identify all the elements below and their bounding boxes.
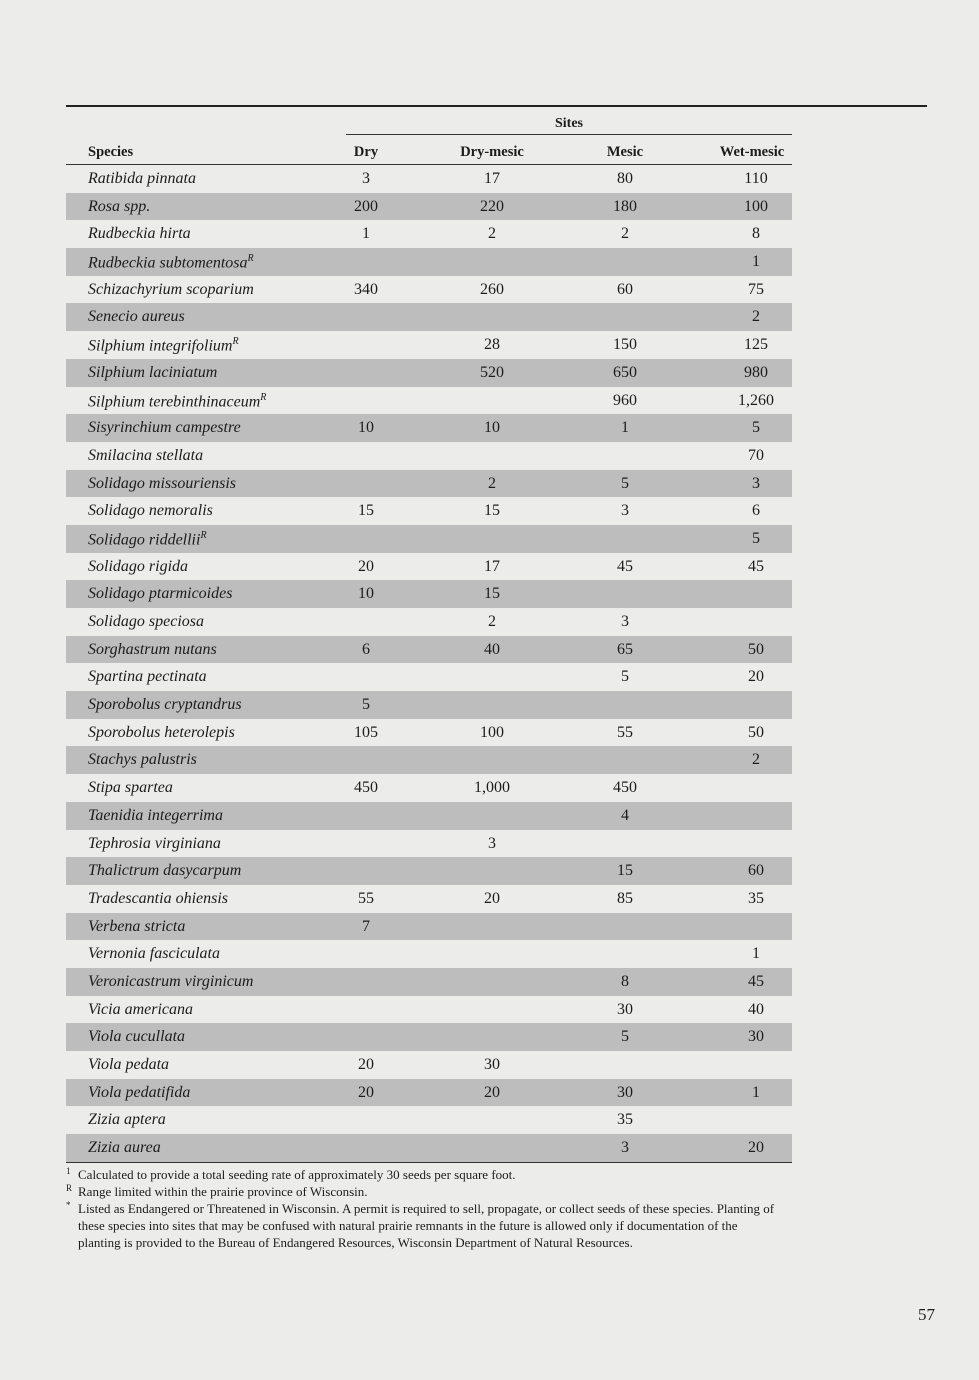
species-text: Sporobolus cryptandrus <box>88 696 242 714</box>
footnote <box>66 1200 776 1251</box>
species-name <box>88 364 217 382</box>
wet-mesic-value: 980 <box>744 363 768 381</box>
table-row <box>66 220 792 248</box>
species-text: Senecio aureus <box>88 308 185 326</box>
dry-mesic-value: 15 <box>484 502 500 520</box>
wet-mesic-value: 1 <box>752 253 760 271</box>
dry-value: 450 <box>354 779 378 797</box>
table-row <box>66 553 792 581</box>
mesic-value: 450 <box>613 779 637 797</box>
table-row <box>66 1106 792 1134</box>
table-row <box>66 248 792 276</box>
species-text: Spartina pectinata <box>88 668 207 686</box>
mesic-value: 3 <box>621 613 629 630</box>
dry-mesic-value: 2 <box>488 474 496 492</box>
mesic-value: 80 <box>617 170 633 187</box>
footnote-text: Listed as Endangered or Threatened in Wisconsin. A permit is required to sell, propagate, or collect seeds of these species. Planting of these species into sites that may be confused with natural prairie remnants in the future is allowed only if documentation of the planting is provided to the Bureau of Endangered Resources, Wisconsin Department of Natural Resources. <box>78 1201 775 1250</box>
species-name <box>88 308 185 326</box>
dry-value: 15 <box>358 502 374 520</box>
table-row <box>66 1023 792 1051</box>
dry-mesic-value: 220 <box>480 197 504 215</box>
dry-mesic-value: 20 <box>484 1083 500 1101</box>
header-mesic: Mesic <box>606 144 644 160</box>
dry-value: 20 <box>358 1083 374 1101</box>
species-text: Thalictrum dasycarpum <box>88 862 242 880</box>
footnote-text: Range limited within the prairie province of Wisconsin. <box>78 1184 368 1199</box>
table-row <box>66 996 792 1024</box>
wet-mesic-value: 8 <box>752 225 760 243</box>
dry-value: 55 <box>358 889 374 907</box>
species-name <box>88 779 173 797</box>
dry-value: 10 <box>358 585 374 603</box>
dry-mesic-value: 3 <box>488 834 496 852</box>
footnote <box>66 1183 776 1200</box>
table-row <box>66 1134 792 1162</box>
dry-value: 1 <box>362 225 370 243</box>
table-row <box>66 414 792 442</box>
species-name <box>88 890 228 908</box>
footnote-text: Calculated to provide a total seeding rate of approximately 30 seeds per square foot. <box>78 1167 516 1182</box>
table-row <box>66 913 792 941</box>
table-row <box>66 359 792 387</box>
species-text: Stachys palustris <box>88 751 197 769</box>
wet-mesic-value: 30 <box>748 1028 764 1046</box>
species-name <box>88 585 232 603</box>
wet-mesic-value: 35 <box>748 889 764 907</box>
dry-mesic-value: 2 <box>488 613 496 630</box>
species-text: Ratibida pinnata <box>88 170 196 187</box>
species-text: Zizia aurea <box>88 1139 161 1157</box>
dry-mesic-value: 30 <box>484 1056 500 1073</box>
mesic-value: 150 <box>613 336 637 354</box>
species-text: Solidago riddellii <box>88 531 201 549</box>
footnote-mark: R <box>66 1183 73 1193</box>
range-marker: R <box>260 391 267 403</box>
dry-value: 200 <box>354 197 378 215</box>
species-name <box>88 1084 190 1102</box>
species-text: Solidago rigida <box>88 557 189 575</box>
table-row <box>66 580 792 608</box>
species-text: Vernonia fasciculata <box>88 945 220 963</box>
species-name <box>88 198 150 216</box>
range-marker: R <box>200 529 207 541</box>
species-name <box>88 253 254 272</box>
table-row <box>66 276 792 304</box>
table-row <box>66 331 792 359</box>
mesic-value: 5 <box>621 1028 629 1046</box>
dry-mesic-value: 17 <box>484 170 500 187</box>
dry-mesic-value: 1,000 <box>474 779 510 797</box>
range-marker: R <box>232 336 239 348</box>
bottom-rule <box>66 1162 792 1163</box>
table-row <box>66 885 792 913</box>
header-dry-mesic: Dry-mesic <box>460 144 524 160</box>
header-species: Species <box>88 144 134 160</box>
wet-mesic-value: 50 <box>748 640 764 658</box>
wet-mesic-value: 20 <box>748 1139 764 1157</box>
species-name <box>88 613 204 631</box>
mesic-value: 1 <box>621 419 629 437</box>
wet-mesic-value: 50 <box>748 723 764 741</box>
footnote <box>66 1166 776 1183</box>
dry-mesic-value: 260 <box>480 280 504 298</box>
wet-mesic-value: 110 <box>744 170 768 187</box>
mesic-value: 180 <box>613 197 637 215</box>
dry-value: 5 <box>362 696 370 714</box>
dry-value: 6 <box>362 640 370 658</box>
mesic-value: 65 <box>617 640 633 658</box>
species-name <box>88 807 223 825</box>
table-row <box>66 303 792 331</box>
table-row <box>66 608 792 636</box>
species-name <box>88 1001 193 1019</box>
species-text: Rudbeckia hirta <box>88 225 191 243</box>
wet-mesic-value: 5 <box>752 419 760 437</box>
dry-value: 10 <box>358 419 374 437</box>
mesic-value: 3 <box>621 1139 629 1157</box>
dry-value: 20 <box>358 557 374 575</box>
wet-mesic-value: 2 <box>752 751 760 769</box>
species-name <box>88 530 207 549</box>
table-row <box>66 663 792 691</box>
species-text: Viola cucullata <box>88 1028 186 1046</box>
species-text: Tradescantia ohiensis <box>88 889 229 907</box>
table-row <box>66 1051 792 1079</box>
mesic-value: 8 <box>621 972 629 990</box>
species-text: Verbena stricta <box>88 917 186 935</box>
mesic-value: 15 <box>617 862 633 880</box>
species-text: Vicia americana <box>88 1000 194 1018</box>
mesic-value: 960 <box>613 391 637 409</box>
wet-mesic-value: 1,260 <box>738 391 774 409</box>
wet-mesic-value: 6 <box>752 502 760 520</box>
species-text: Sporobolus heterolepis <box>88 723 235 741</box>
dry-mesic-value: 15 <box>484 585 500 603</box>
mesic-value: 5 <box>621 474 629 492</box>
dry-mesic-value: 520 <box>480 363 504 381</box>
sites-rule <box>346 134 792 135</box>
table-row <box>66 719 792 747</box>
wet-mesic-value: 45 <box>748 972 764 990</box>
species-text: Solidago missouriensis <box>88 474 237 492</box>
species-text: Smilacina stellata <box>88 446 204 464</box>
species-text: Solidago nemoralis <box>88 502 213 520</box>
top-rule <box>66 105 927 107</box>
dry-value: 20 <box>358 1056 374 1073</box>
dry-value: 7 <box>362 917 370 935</box>
species-text: Stipa spartea <box>88 779 173 797</box>
species-text: Zizia aptera <box>88 1111 166 1129</box>
wet-mesic-value: 20 <box>748 668 764 686</box>
species-text: Taenidia integerrima <box>88 806 223 824</box>
wet-mesic-value: 100 <box>744 197 768 215</box>
table-row <box>66 857 792 885</box>
species-name <box>88 696 242 714</box>
dry-mesic-value: 28 <box>484 336 500 354</box>
table-row <box>66 774 792 802</box>
mesic-value: 2 <box>621 225 629 243</box>
species-name <box>88 1139 161 1157</box>
dry-value: 105 <box>354 723 378 741</box>
dry-mesic-value: 20 <box>484 889 500 907</box>
species-text: Silphium laciniatum <box>88 363 218 381</box>
footnote-mark: * <box>66 1200 71 1210</box>
page-number: 57 <box>918 1305 935 1324</box>
dry-value: 3 <box>362 170 370 187</box>
wet-mesic-value: 5 <box>752 529 760 547</box>
species-text: Sorghastrum nutans <box>88 640 217 658</box>
species-text: Viola pedatifida <box>88 1083 191 1101</box>
species-text: Sisyrinchium campestre <box>88 419 241 437</box>
header-wet-mesic: Wet-mesic <box>719 144 785 160</box>
sites-column-group-label: Sites <box>555 116 583 131</box>
wet-mesic-value: 125 <box>744 336 768 354</box>
wet-mesic-value: 75 <box>748 280 764 298</box>
species-name <box>88 225 191 243</box>
species-text: Solidago ptarmicoides <box>88 585 233 603</box>
mesic-value: 650 <box>613 363 637 381</box>
species-name <box>88 1111 166 1129</box>
table-row <box>66 830 792 858</box>
header-dry: Dry <box>353 144 379 160</box>
wet-mesic-value: 70 <box>748 446 764 464</box>
mesic-value: 30 <box>617 1000 633 1018</box>
wet-mesic-value: 1 <box>752 1083 760 1101</box>
species-name <box>88 1028 185 1046</box>
table-row <box>66 387 792 415</box>
species-name <box>88 170 196 188</box>
species-name <box>88 502 213 520</box>
dry-mesic-value: 100 <box>480 723 504 741</box>
species-name <box>88 281 254 299</box>
table-row <box>66 193 792 221</box>
mesic-value: 30 <box>617 1083 633 1101</box>
species-text: Solidago speciosa <box>88 613 204 630</box>
dry-value: 340 <box>354 280 378 298</box>
table-row <box>66 470 792 498</box>
wet-mesic-value: 60 <box>748 862 764 880</box>
species-name <box>88 419 241 437</box>
species-name <box>88 1056 169 1074</box>
table-row <box>66 968 792 996</box>
table-row <box>66 1079 792 1107</box>
species-text: Rosa spp. <box>88 197 151 215</box>
species-name <box>88 392 266 411</box>
mesic-value: 3 <box>621 502 629 520</box>
table-row <box>66 442 792 470</box>
species-name <box>88 724 235 742</box>
species-name <box>88 945 220 963</box>
table-row <box>66 165 792 193</box>
dry-mesic-value: 40 <box>484 640 500 658</box>
mesic-value: 55 <box>617 723 633 741</box>
table-row <box>66 802 792 830</box>
species-name <box>88 336 239 355</box>
species-name <box>88 641 217 659</box>
species-name <box>88 973 253 991</box>
wet-mesic-value: 40 <box>748 1000 764 1018</box>
mesic-value: 85 <box>617 889 633 907</box>
species-text: Schizachyrium scoparium <box>88 280 254 298</box>
mesic-value: 35 <box>617 1111 633 1129</box>
dry-mesic-value: 17 <box>484 557 500 575</box>
wet-mesic-value: 45 <box>748 557 764 575</box>
species-name <box>88 918 185 936</box>
species-name <box>88 558 188 576</box>
footnote-mark: 1 <box>66 1166 71 1176</box>
dry-mesic-value: 10 <box>484 419 500 437</box>
species-table-body <box>66 165 792 1162</box>
species-text: Viola pedata <box>88 1056 170 1073</box>
table-row <box>66 525 792 553</box>
species-text: Veronicastrum virginicum <box>88 972 254 990</box>
species-name <box>88 475 236 493</box>
range-marker: R <box>247 253 254 265</box>
mesic-value: 4 <box>621 806 629 824</box>
species-name <box>88 862 241 880</box>
species-text: Silphium integrifolium <box>88 337 233 355</box>
footnotes <box>66 1166 776 1251</box>
table-row <box>66 940 792 968</box>
species-text: Tephrosia virginiana <box>88 834 221 852</box>
species-name <box>88 751 197 769</box>
wet-mesic-value: 3 <box>752 474 760 492</box>
table-row <box>66 497 792 525</box>
dry-mesic-value: 2 <box>488 225 496 243</box>
wet-mesic-value: 2 <box>752 308 760 326</box>
wet-mesic-value: 1 <box>752 945 760 963</box>
species-name <box>88 835 221 853</box>
species-name <box>88 668 207 686</box>
table-row <box>66 746 792 774</box>
mesic-value: 5 <box>621 668 629 686</box>
mesic-value: 60 <box>617 280 633 298</box>
mesic-value: 45 <box>617 557 633 575</box>
table-row <box>66 691 792 719</box>
table-row <box>66 636 792 664</box>
species-name <box>88 447 203 465</box>
species-text: Rudbeckia subtomentosa <box>88 254 248 272</box>
species-text: Silphium terebinthinaceum <box>88 392 261 410</box>
